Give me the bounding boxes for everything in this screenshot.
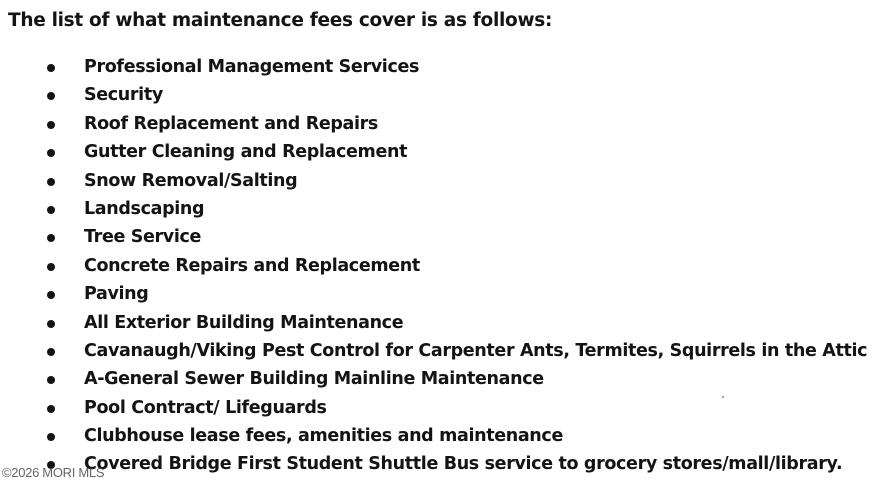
list-item-text: Covered Bridge First Student Shuttle Bus service to grocery stores/mall/library.	[84, 454, 843, 475]
list-item-text: Tree Service	[84, 227, 202, 248]
bullet-icon	[47, 92, 55, 100]
list-item-text: Gutter Cleaning and Replacement	[84, 142, 408, 163]
bullet-icon	[47, 234, 55, 242]
bullet-icon	[47, 291, 55, 299]
document-heading: The list of what maintenance fees cover is as follows:	[8, 10, 553, 31]
bullet-icon	[47, 433, 55, 441]
bullet-icon	[47, 206, 55, 214]
bullet-icon	[47, 263, 55, 271]
list-item-text: Snow Removal/Salting	[84, 170, 298, 191]
bullet-icon	[47, 64, 55, 72]
list-item-text: Roof Replacement and Repairs	[84, 113, 378, 134]
list-item-text: Clubhouse lease fees, amenities and maintenance	[84, 426, 563, 447]
list-item-text: Landscaping	[84, 198, 205, 219]
bullet-icon	[47, 348, 55, 356]
list-item-text: All Exterior Building Maintenance	[84, 312, 404, 333]
scan-speck	[722, 396, 724, 398]
list-item-text: A-General Sewer Building Mainline Maintenance	[84, 369, 544, 390]
list-item-text: Cavanaugh/Viking Pest Control for Carpenter Ants, Termites, Squirrels in the Attic	[84, 340, 868, 361]
list-item-text: Concrete Repairs and Replacement	[84, 255, 420, 276]
list-item-text: Paving	[84, 284, 149, 305]
bullet-icon	[47, 178, 55, 186]
bullet-icon	[47, 149, 55, 157]
copyright-watermark: ©2026 MORI MLS	[2, 465, 105, 480]
bullet-icon	[47, 405, 55, 413]
bullet-icon	[47, 121, 55, 129]
list-item-text: Security	[84, 85, 163, 106]
bullet-icon	[47, 320, 55, 328]
bullet-icon	[47, 376, 55, 384]
list-item-text: Pool Contract/ Lifeguards	[84, 397, 327, 418]
list-item-text: Professional Management Services	[84, 57, 420, 77]
